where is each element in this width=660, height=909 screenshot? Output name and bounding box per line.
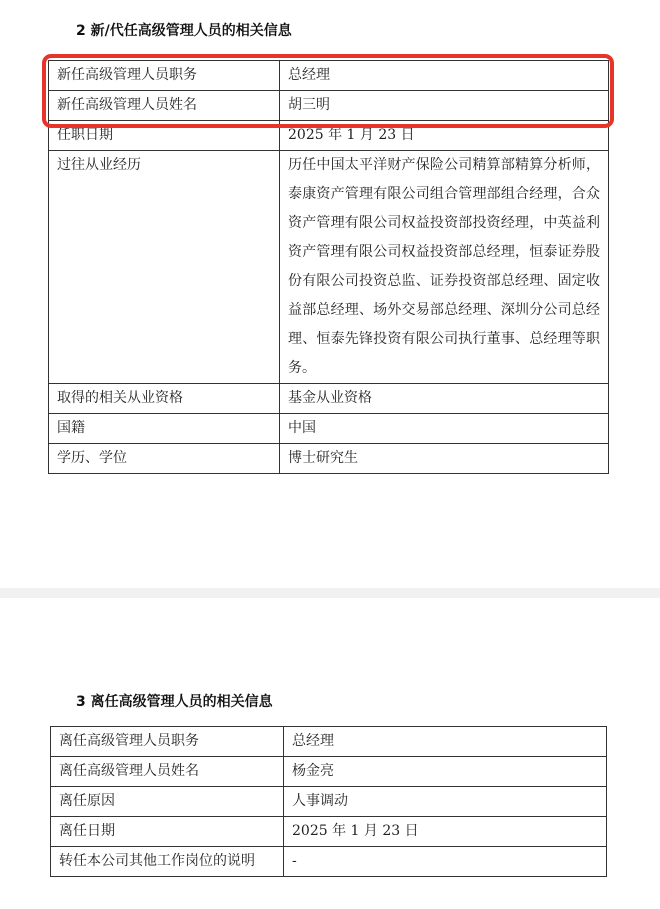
table-row [51, 817, 607, 847]
table-row [49, 121, 609, 151]
table-row [51, 757, 607, 787]
table-row [49, 414, 609, 444]
table-row [49, 91, 609, 121]
table-row [49, 444, 609, 474]
section-title-leaving-executive: 3 离任高级管理人员的相关信息 [76, 694, 273, 710]
table-value-cell: 总经理 [280, 61, 609, 91]
table-row [49, 384, 609, 414]
table-value-cell: 中国 [280, 414, 609, 444]
table-row [51, 787, 607, 817]
new-executive-table [48, 60, 609, 474]
table-label-cell: 取得的相关从业资格 [49, 384, 280, 414]
document-page-2 [0, 598, 660, 909]
table-value-cell: 人事调动 [284, 787, 607, 817]
table-value-cell: 基金从业资格 [280, 384, 609, 414]
table-label-cell: 离任日期 [51, 817, 284, 847]
table-label-cell: 转任本公司其他工作岗位的说明 [51, 847, 284, 877]
table-value-cell: 胡三明 [280, 91, 609, 121]
table-value-cell: 博士研究生 [280, 444, 609, 474]
leaving-executive-table [50, 726, 607, 877]
table-label-cell: 过往从业经历 [49, 151, 280, 384]
table-label-cell: 学历、学位 [49, 444, 280, 474]
table-label-cell: 新任高级管理人员职务 [49, 61, 280, 91]
section-title-new-executive: 2 新/代任高级管理人员的相关信息 [76, 23, 292, 39]
table-label-cell: 任职日期 [49, 121, 280, 151]
table-row [51, 847, 607, 877]
table-value-cell: 2025 年 1 月 23 日 [284, 817, 607, 847]
table-row [49, 151, 609, 384]
table-label-cell: 离任高级管理人员职务 [51, 727, 284, 757]
table-label-cell: 离任原因 [51, 787, 284, 817]
table-row [51, 727, 607, 757]
page-separator [0, 588, 660, 598]
table-value-cell: 杨金亮 [284, 757, 607, 787]
table-label-cell: 新任高级管理人员姓名 [49, 91, 280, 121]
table-value-cell: 总经理 [284, 727, 607, 757]
table-label-cell: 国籍 [49, 414, 280, 444]
table-value-cell: 历任中国太平洋财产保险公司精算部精算分析师，泰康资产管理有限公司组合管理部组合经理，合众资产管理有限公司权益投资部投资经理，中英益利资产管理有限公司权益投资部总经理，恒泰证券股份有限公司投资总监、证券投资部总经理、固定收益部总经理、场外交易部总经理、深圳分公司总经理、恒泰先锋投资有限公司执行董事、总经理等职务。 [280, 151, 609, 384]
table-label-cell: 离任高级管理人员姓名 [51, 757, 284, 787]
table-value-cell: - [284, 847, 607, 877]
table-value-cell: 2025 年 1 月 23 日 [280, 121, 609, 151]
table-row [49, 61, 609, 91]
